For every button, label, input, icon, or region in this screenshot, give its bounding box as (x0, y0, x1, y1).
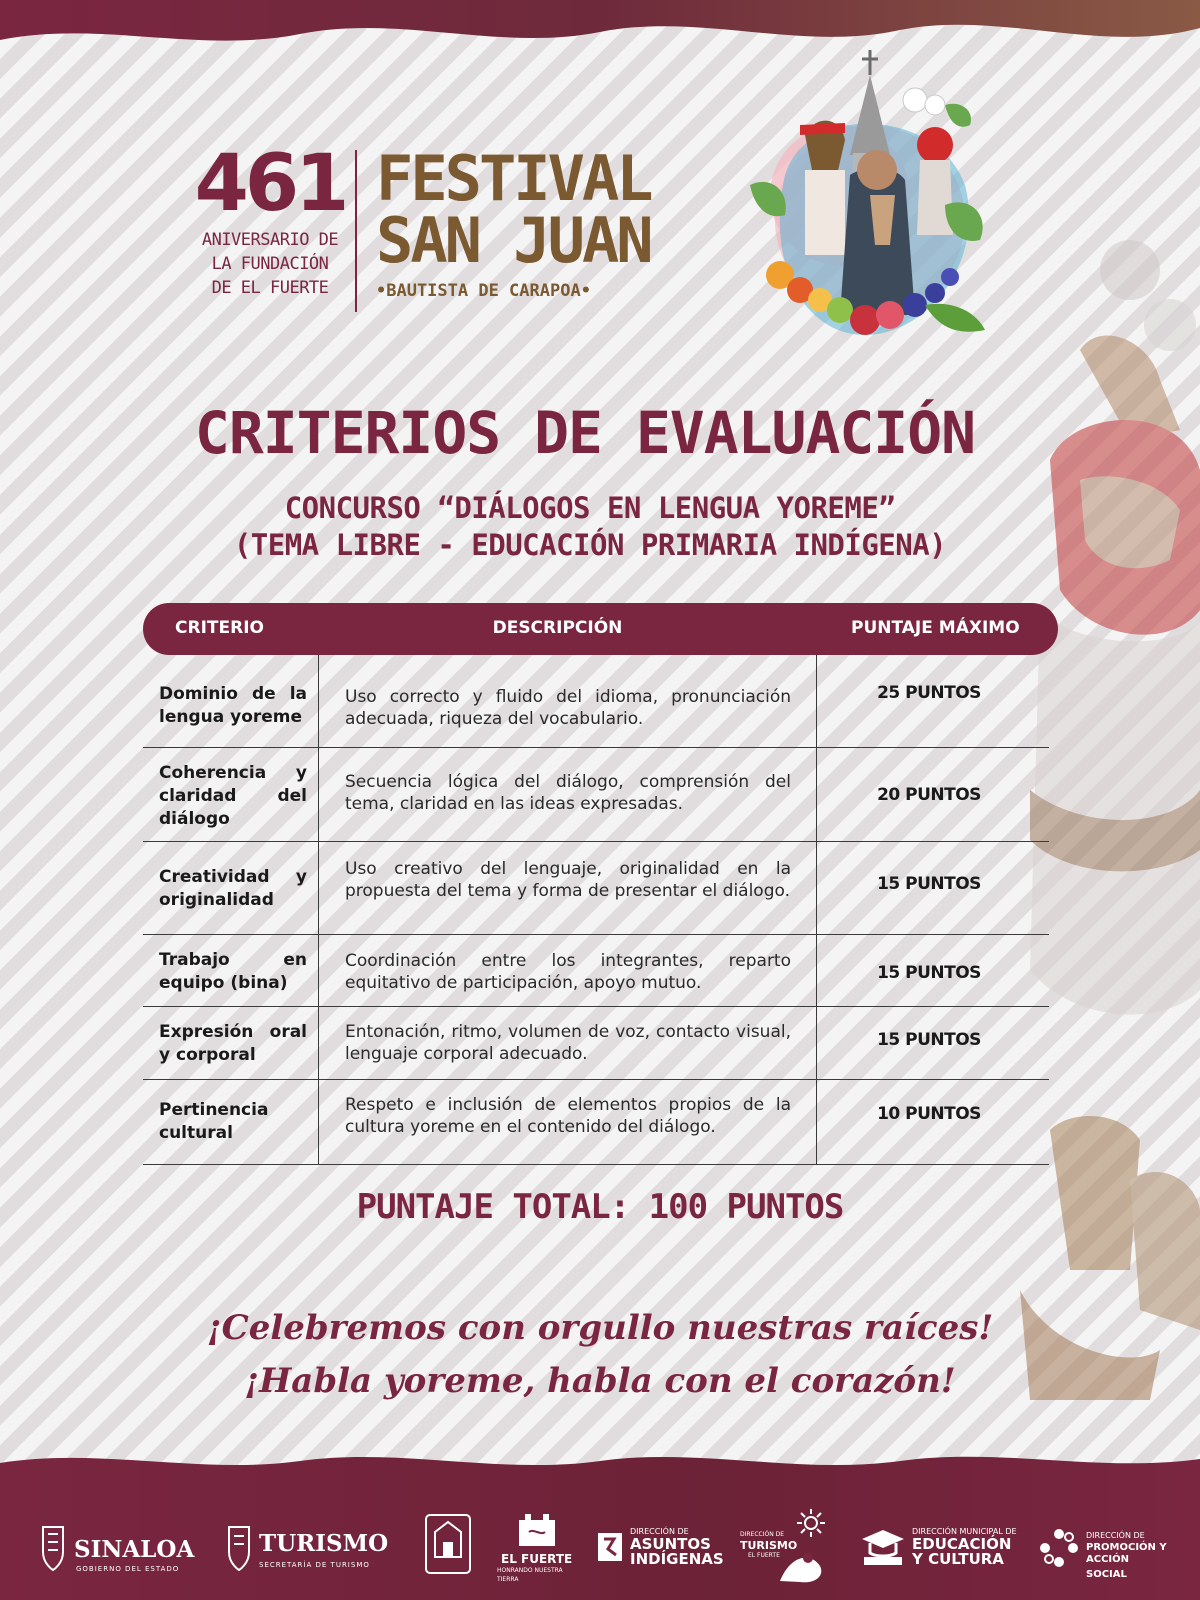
anniversary-line-2: LA FUNDACIÓN (211, 254, 329, 274)
turismo-dir-pre-label: DIRECCIÓN DE (740, 1531, 785, 1538)
el-fuerte-label: EL FUERTE (501, 1552, 573, 1566)
header-puntaje: PUNTAJE MÁXIMO (851, 618, 1020, 638)
asuntos-indigenas-icon (596, 1529, 624, 1565)
header-descripcion: DESCRIPCIÓN (492, 618, 623, 638)
descripcion-cell: Entonación, ritmo, volumen de voz, contacto visual, lenguaje corporal adecuado. (345, 1022, 791, 1064)
sinaloa-sublabel: GOBIERNO DEL ESTADO (76, 1565, 180, 1573)
festival-title-line-1: FESTIVAL (376, 142, 651, 215)
sinaloa-label: SINALOA (74, 1536, 195, 1563)
criterio-cell: Dominio de la lengua yoreme (159, 684, 307, 727)
header-divider (355, 150, 357, 312)
page-title: CRITERIOS DE EVALUACIÓN (194, 399, 976, 467)
subtitle (0, 490, 1180, 564)
descripcion-cell: Respeto e inclusión de elementos propios de la cultura yoreme en el contenido del diálogo. (345, 1095, 791, 1137)
sinaloa-shield-icon (38, 1522, 68, 1572)
table-row (143, 935, 1049, 1007)
descripcion-cell: Uso correcto y fluido del idioma, pronunciación adecuada, riqueza del vocabulario. (345, 687, 791, 729)
criteria-table (143, 655, 1049, 1165)
turismo-dir-sublabel: EL FUERTE (748, 1552, 780, 1559)
descripcion-cell: Coordinación entre los integrantes, reparto equitativo de participación, apoyo mutuo. (345, 951, 791, 993)
promocion-label-2: ACCIÓN SOCIAL (1086, 1554, 1130, 1580)
turismo-sublabel: SECRETARÍA DE TURISMO (259, 1561, 370, 1569)
asuntos-label-2: INDÍGENAS (630, 1550, 724, 1568)
educacion-cultura-logo (860, 1527, 1020, 1577)
puntaje-cell: 15 PUNTOS (877, 1030, 981, 1050)
turismo-dir-label: TURISMO (740, 1539, 798, 1552)
educacion-label-1: EDUCACIÓN (912, 1535, 1012, 1553)
anniversary-number: 461 (194, 139, 346, 229)
sun-icon (796, 1508, 826, 1538)
asuntos-indigenas-logo (596, 1527, 731, 1577)
puntaje-cell: 15 PUNTOS (877, 874, 981, 894)
table-row (143, 1007, 1049, 1080)
festival-subtitle: •BAUTISTA DE CARAPOA• (376, 281, 591, 301)
table-row (143, 655, 1049, 748)
festival-title-line-2: SAN JUAN (376, 204, 651, 277)
el-fuerte-logo (497, 1510, 577, 1583)
top-wave-band (0, 0, 1200, 70)
municipal-seal (423, 1512, 473, 1578)
turismo-el-fuerte-logo (740, 1508, 835, 1588)
descripcion-cell: Secuencia lógica del diálogo, comprensión del tema, claridad en las ideas expresadas. (345, 772, 791, 814)
criterio-cell: Expresión oral y corporal (159, 1022, 307, 1065)
header-criterio: CRITERIO (175, 618, 264, 638)
sinaloa-logo (38, 1520, 198, 1576)
people-circle-icon (1038, 1527, 1080, 1569)
graduation-cap-icon (860, 1527, 906, 1569)
el-fuerte-sublabel: HONRANDO NUESTRA TIERRA (497, 1567, 563, 1583)
turismo-label: TURISMO (259, 1530, 389, 1557)
turismo-shield-icon (225, 1522, 253, 1572)
anniversary-line-3: DE EL FUERTE (211, 278, 329, 298)
festival-emblem-illustration (745, 45, 990, 355)
promocion-pre-label: DIRECCIÓN DE (1086, 1531, 1145, 1540)
descripcion-cell: Uso creativo del lenguaje, originalidad en la propuesta del tema y forma de presentar el diálogo. (345, 859, 791, 901)
table-row (143, 842, 1049, 935)
slogan-line-1: ¡Celebremos con orgullo nuestras raíces! (206, 1308, 994, 1348)
table-header (143, 603, 1058, 655)
total-score: PUNTAJE TOTAL: 100 PUNTOS (356, 1187, 844, 1227)
criterio-cell: Coherencia y claridad del diálogo (159, 763, 307, 829)
asuntos-pre-label: DIRECCIÓN DE (630, 1527, 689, 1536)
educacion-pre-label: DIRECCIÓN MUNICIPAL DE (912, 1527, 1017, 1536)
puntaje-cell: 15 PUNTOS (877, 963, 981, 983)
promocion-accion-social-logo (1038, 1527, 1173, 1580)
criterio-cell: Trabajo en equipo (bina) (159, 950, 307, 993)
asuntos-label-1: ASUNTOS (630, 1535, 711, 1553)
puntaje-cell: 25 PUNTOS (877, 683, 981, 703)
promocion-label-1: PROMOCIÓN Y (1086, 1542, 1167, 1553)
puntaje-cell: 10 PUNTOS (877, 1104, 981, 1124)
educacion-label-2: Y CULTURA (912, 1550, 1004, 1568)
anniversary-line-1: ANIVERSARIO DE (201, 230, 339, 250)
table-row (143, 748, 1049, 842)
turismo-logo (225, 1520, 400, 1576)
dancer-figure-icon (770, 1546, 830, 1586)
municipal-seal-icon (423, 1512, 473, 1578)
puntaje-cell: 20 PUNTOS (877, 785, 981, 805)
festival-logo (376, 142, 676, 313)
table-row (143, 1080, 1049, 1165)
subtitle-line-2: (TEMA LIBRE - EDUCACIÓN PRIMARIA INDÍGENA) (233, 528, 947, 562)
criterio-cell: Creatividad y originalidad (159, 867, 307, 910)
slogan-line-2: ¡Habla yoreme, habla con el corazón! (244, 1361, 956, 1401)
anniversary-logo (190, 140, 350, 310)
criterio-cell: Pertinencia cultural (159, 1100, 269, 1143)
el-fuerte-castle-icon (515, 1510, 559, 1550)
subtitle-line-1: CONCURSO “DIÁLOGOS EN LENGUA YOREME” (284, 491, 896, 525)
